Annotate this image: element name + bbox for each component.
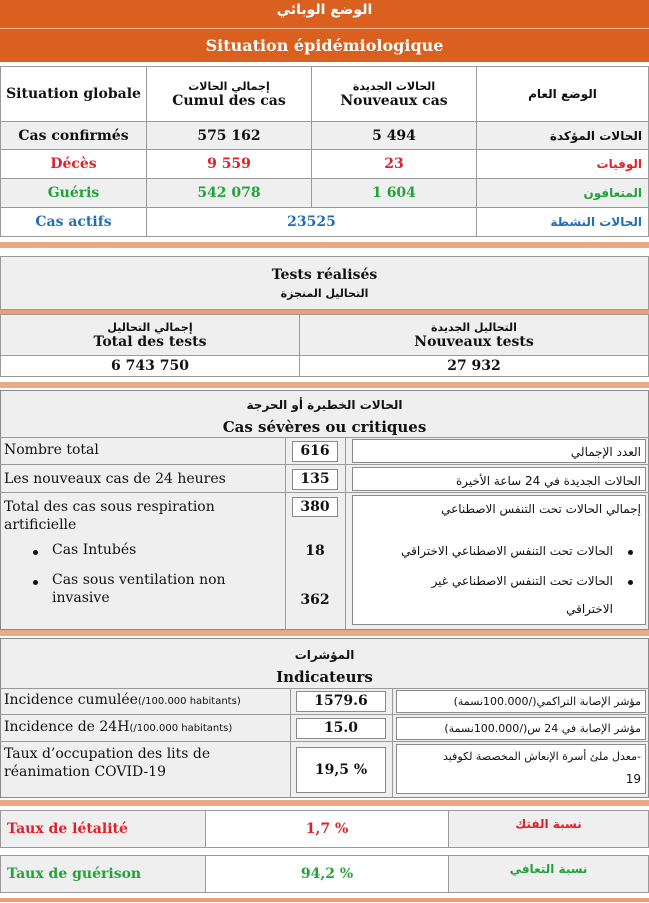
incidence-cumulative-unit: (/100.000 habitants) xyxy=(137,696,241,707)
severe-ventilation-fr-line1: Total des cas sous respiration xyxy=(4,499,215,515)
severe-noninvasive-fr-line2: invasive xyxy=(52,590,110,606)
deaths-cumul: 9 559 xyxy=(146,149,312,179)
incidence-24h-fr xyxy=(4,719,232,735)
severe-new24-value: 135 xyxy=(300,471,330,487)
bullet-icon xyxy=(628,550,633,555)
severe-ventilation-fr-line2: artificielle xyxy=(4,517,77,533)
recovered-new: 1 604 xyxy=(311,178,477,208)
header-title-ar: الوضع الوبائي xyxy=(276,2,373,18)
icu-occupancy-ar-line2: 19 xyxy=(625,772,641,786)
incidence-cumulative-value: 1579.6 xyxy=(314,693,368,709)
severe-intubated-fr: Cas Intubés xyxy=(52,542,137,558)
bullet-icon xyxy=(628,580,633,585)
lethality-label-ar: نسبة الفتك xyxy=(448,810,649,848)
severe-title-fr: Cas sévères ou critiques xyxy=(222,418,427,436)
severe-total-ar: العدد الإجمالي xyxy=(570,445,641,459)
severe-noninvasive-fr-line1: Cas sous ventilation non xyxy=(52,572,226,588)
deaths-label-ar: الوفيات xyxy=(476,149,649,179)
severe-total-fr: Nombre total xyxy=(4,442,99,458)
active-label-ar: الحالات النشطة xyxy=(476,207,649,237)
active-label-fr: Cas actifs xyxy=(0,207,147,237)
severe-noninvasive-ar-line1: الحالات تحت التنفس الاصطناعي غير xyxy=(431,574,613,588)
incidence-cumulative-fr xyxy=(4,692,241,708)
deaths-label-fr: Décès xyxy=(0,149,147,179)
confirmed-label-ar: الحالات المؤكدة xyxy=(476,121,649,150)
col-cumul-fr: Cumul des cas xyxy=(172,92,286,109)
severe-title-ar: الحالات الخطيرة أو الحرجة xyxy=(246,398,403,412)
deaths-new: 23 xyxy=(311,149,477,179)
tests-new-value: 27 932 xyxy=(299,355,649,377)
recovered-label-ar: المتعافون xyxy=(476,178,649,208)
tests-total-ar: إجمالي التحاليل xyxy=(107,320,193,334)
recovery-label-ar: نسبة التعافي xyxy=(448,855,649,893)
col-global-ar: الوضع العام xyxy=(476,66,649,122)
icu-occupancy-fr-line2: réanimation COVID-19 xyxy=(4,764,167,780)
col-cumul-ar: إجمالي الحالات xyxy=(188,79,270,93)
icu-occupancy-value: 19,5 % xyxy=(314,762,368,778)
confirmed-new: 5 494 xyxy=(311,121,477,150)
col-new-ar: الحالات الجديدة xyxy=(352,79,436,93)
col-cumul xyxy=(146,66,312,122)
recovered-label-fr: Guéris xyxy=(0,178,147,208)
col-global-fr: Situation globale xyxy=(0,66,147,122)
indicators-title-fr: Indicateurs xyxy=(276,668,373,686)
tests-total-header xyxy=(0,314,300,356)
severe-new24-fr: Les nouveaux cas de 24 heures xyxy=(4,471,226,487)
severe-total-value: 616 xyxy=(300,443,330,459)
severe-intubated-value: 18 xyxy=(305,543,325,559)
header-title-fr: Situation épidémiologique xyxy=(205,36,444,55)
indicators-title-ar: المؤشرات xyxy=(294,648,355,662)
tests-new-ar: التحاليل الجديدة xyxy=(431,320,517,334)
bullet-icon xyxy=(33,580,38,585)
lethality-value: 1,7 % xyxy=(205,810,449,848)
tests-new-fr: Nouveaux tests xyxy=(414,333,534,350)
separator xyxy=(0,382,649,388)
lethality-label-fr: Taux de létalité xyxy=(0,810,206,848)
icu-occupancy-ar-line1: معدل ملئ أسرة الإنعاش المخصصة لكوفيد- xyxy=(442,750,641,763)
active-value: 23525 xyxy=(146,207,477,237)
tests-total-fr: Total des tests xyxy=(93,333,207,350)
severe-noninvasive-value: 362 xyxy=(300,592,330,608)
severe-new24-ar: الحالات الجديدة في 24 ساعة الأخيرة xyxy=(455,474,641,488)
recovered-cumul: 542 078 xyxy=(146,178,312,208)
recovery-label-fr: Taux de guérison xyxy=(0,855,206,893)
incidence-cumulative-label: Incidence cumulée xyxy=(4,692,138,708)
separator xyxy=(0,242,649,248)
separator xyxy=(0,898,649,902)
severe-ventilation-ar: إجمالي الحالات تحت التنفس الاصطناعي xyxy=(441,502,641,516)
incidence-24h-ar: مؤشر الإصابة في 24 س(/100.000نسمة) xyxy=(444,722,641,735)
icu-occupancy-fr-line1: Taux d’occupation des lits de xyxy=(4,746,211,762)
bullet-icon xyxy=(33,550,38,555)
incidence-24h-label: Incidence de 24H xyxy=(4,719,130,735)
severe-ventilation-value: 380 xyxy=(300,499,330,515)
incidence-24h-value: 15.0 xyxy=(323,720,359,736)
tests-total-value: 6 743 750 xyxy=(0,355,300,377)
separator xyxy=(0,800,649,806)
col-new xyxy=(311,66,477,122)
separator xyxy=(0,630,649,636)
severe-intubated-ar: الحالات تحت التنفس الاصطناعي الاختراقي xyxy=(401,544,613,558)
confirmed-cumul: 575 162 xyxy=(146,121,312,150)
incidence-24h-unit: (/100.000 habitants) xyxy=(129,723,233,734)
severe-noninvasive-ar-line2: الاختراقي xyxy=(566,602,613,616)
incidence-cumulative-ar: مؤشر الإصابة التراكمي(/100.000نسمة) xyxy=(453,695,641,708)
tests-new-header xyxy=(299,314,649,356)
tests-title-fr: Tests réalisés xyxy=(271,266,378,283)
tests-title xyxy=(0,256,649,310)
recovery-value: 94,2 % xyxy=(205,855,449,893)
tests-title-ar: التحاليل المنجزة xyxy=(280,286,369,300)
confirmed-label-fr: Cas confirmés xyxy=(0,121,147,150)
col-new-fr: Nouveaux cas xyxy=(340,92,448,109)
